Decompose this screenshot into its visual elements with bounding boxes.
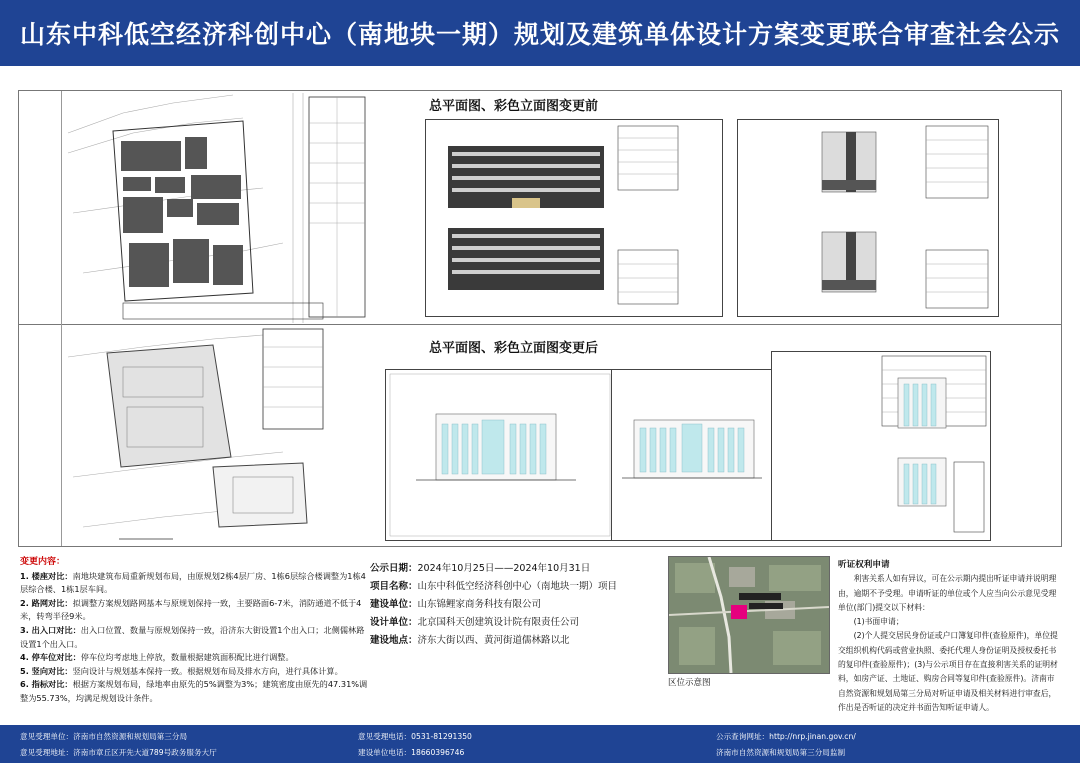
change-item bbox=[20, 651, 370, 665]
frame-margin-line bbox=[61, 91, 62, 546]
notice-value: 北京国科天创建筑设计院有限责任公司 bbox=[417, 617, 580, 628]
elevation-sheet-after-3 bbox=[771, 351, 991, 541]
frame-divider bbox=[19, 324, 1061, 325]
notice-label: 建设单位： bbox=[370, 599, 418, 610]
hearing-item: (1)书面申请； bbox=[853, 617, 904, 627]
drawing-frame bbox=[18, 90, 1062, 547]
change-item-text: 竖向设计与规划基本保持一致。根据规划布局及排水方向，进行具体计算。 bbox=[72, 665, 343, 676]
site-plan-after bbox=[63, 327, 369, 546]
supervisor-note: 济南市自然资源和规划局第三分局监制 bbox=[716, 748, 846, 757]
hearing-item: (2)个人提交居民身份证或户口簿复印件(查验原件)，单位提交组织机构代码或营业执照、委托代理人身份证明及授权委托书的复印件(查验原件)；(3)与公示项目存在直接利害关系的证明材料，如房产证、土地证、购房合同等复印件(查验原件)。济南市自然资源和规划局第三分局对听证申请及相关材料进行审查后，作出是否听证的决定并书面告知听证申请人。 bbox=[838, 631, 1058, 712]
footer-bar bbox=[0, 725, 1080, 763]
location-map bbox=[668, 556, 830, 674]
notice-value: 2024年10月25日——2024年10月31日 bbox=[417, 563, 591, 574]
change-item-label: 4. 停车位对比： bbox=[20, 652, 81, 663]
page-title-banner bbox=[0, 0, 1080, 66]
change-item bbox=[20, 597, 370, 624]
notice-value: 山东锦鲤家商务科技有限公司 bbox=[417, 599, 542, 610]
change-content bbox=[20, 556, 370, 706]
builder-phone: 建设单位电话：18660396746 bbox=[358, 748, 465, 757]
notice-row bbox=[370, 596, 670, 614]
change-item-text: 拟调整方案规划路网基本与原规划保持一致，主要路面6-7米，消防通道不低于4米，转弯半径9米。 bbox=[20, 597, 362, 622]
change-item-label: 3. 出入口对比： bbox=[20, 624, 81, 635]
notice-label: 公示日期： bbox=[370, 563, 418, 574]
change-heading: 变更内容： bbox=[20, 557, 66, 567]
change-item-text: 南地块建筑布局重新规划布局，由原规划2栋4层厂房、1栋6层综合楼调整为1栋4层综合楼、1栋1层车间。 bbox=[20, 570, 366, 595]
before-section-title: 总平面图、彩色立面图变更前 bbox=[429, 99, 599, 114]
elevation-sheet-after-2 bbox=[611, 369, 773, 541]
elevation-sheet-before-2 bbox=[737, 119, 999, 317]
change-item-text: 停车位均考虑地上停放，数量根据建筑面积配比进行调整。 bbox=[80, 652, 294, 663]
change-item bbox=[20, 624, 370, 651]
notice-info bbox=[370, 560, 670, 650]
after-section-title: 总平面图、彩色立面图变更后 bbox=[429, 341, 599, 356]
query-site-link[interactable]: 公示查询网址：http://nrp.jinan.gov.cn/ bbox=[716, 732, 856, 741]
change-item bbox=[20, 678, 370, 705]
notice-row bbox=[370, 578, 670, 596]
elevation-sheet-after-1 bbox=[385, 369, 615, 541]
feedback-phone: 意见受理电话：0531-81291350 bbox=[358, 732, 472, 741]
notice-value: 山东中科低空经济科创中心（南地块一期）项目 bbox=[417, 581, 618, 592]
notice-label: 设计单位： bbox=[370, 617, 418, 628]
change-item bbox=[20, 570, 370, 597]
change-item-text: 出入口位置、数量与原规划保持一致，沿济东大街设置1个出入口；北侧儒林路设置1个出入口。 bbox=[20, 624, 365, 649]
change-item bbox=[20, 665, 370, 679]
feedback-unit: 意见受理单位：济南市自然资源和规划局第三分局 bbox=[20, 732, 188, 741]
elevation-sheet-before-1 bbox=[425, 119, 723, 317]
map-caption: 区位示意图 bbox=[668, 678, 711, 688]
feedback-address: 意见受理地址：济南市章丘区开先大道789号政务服务大厅 bbox=[20, 748, 217, 757]
hearing-heading: 听证权利申请 bbox=[838, 560, 890, 570]
notice-value: 济东大街以西、黄河街道儒林路以北 bbox=[417, 635, 570, 646]
hearing-intro: 利害关系人如有异议，可在公示期内提出听证申请并说明理由，逾期不予受理。申请听证的单位或个人应当向公示意见受理单位(部门)提交以下材料： bbox=[838, 574, 1057, 612]
change-item-text: 根据方案规划布局，绿地率由原先的5%调整为3%；建筑密度由原先的47.31%调整为55.73%，均满足规划设计条件。 bbox=[20, 679, 368, 703]
change-item-label: 1. 楼座对比： bbox=[20, 570, 73, 581]
notice-label: 项目名称： bbox=[370, 581, 418, 592]
change-item-label: 6. 指标对比： bbox=[20, 679, 73, 690]
notice-label: 建设地点： bbox=[370, 635, 418, 646]
change-item-label: 5. 竖向对比： bbox=[20, 665, 73, 676]
page-title: 山东中科低空经济科创中心（南地块一期）规划及建筑单体设计方案变更联合审查社会公示 bbox=[19, 20, 1060, 49]
change-item-label: 2. 路网对比： bbox=[20, 597, 73, 608]
notice-row bbox=[370, 632, 670, 650]
notice-row bbox=[370, 614, 670, 632]
hearing-rights bbox=[838, 558, 1060, 715]
notice-row bbox=[370, 560, 670, 578]
site-plan-before bbox=[63, 93, 369, 323]
